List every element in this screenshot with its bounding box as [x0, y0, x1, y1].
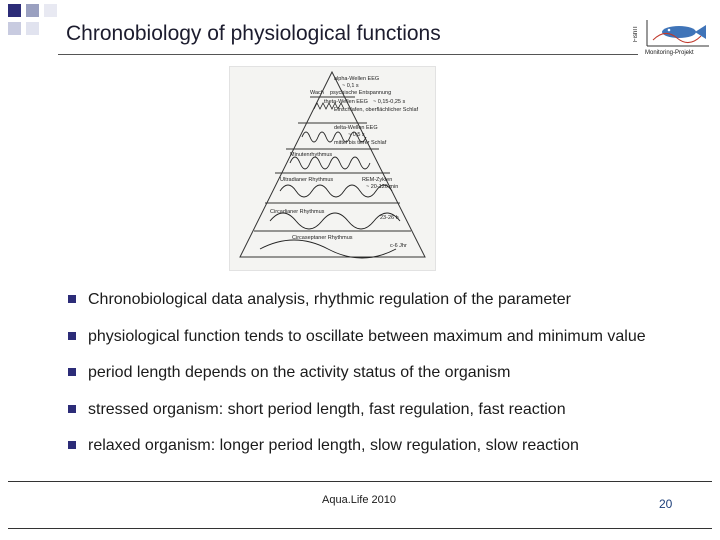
- bullet-item: [68, 363, 646, 400]
- bullet-item: [68, 327, 646, 364]
- band-label: Einschlafen, oberflächlicher Schlaf: [334, 107, 419, 113]
- footer-label: Aqua.Life 2010: [322, 494, 397, 506]
- fish-icon: [645, 18, 711, 48]
- band-label: Wach: [310, 90, 324, 96]
- band-label: 23-26 h: [380, 215, 399, 221]
- bullet-item: [68, 436, 646, 473]
- project-logo: [633, 14, 715, 60]
- square-bullet-icon: [68, 405, 76, 413]
- band-label: Minutenrhythmus: [290, 152, 333, 158]
- band-label: mittel bis tiefer Schlaf: [334, 140, 387, 146]
- band-label: Circadianer Rhythmus: [270, 209, 325, 215]
- band-label: ~ 0,5 s: [348, 132, 365, 138]
- chronobiology-pyramid-figure: [229, 66, 436, 271]
- bullet-item: [68, 290, 646, 327]
- page-number: 20: [659, 497, 673, 511]
- square-bullet-icon: [68, 295, 76, 303]
- square-bullet-icon: [68, 441, 76, 449]
- bullet-text: relaxed organism: longer period length, slow regulation, slow reaction: [88, 437, 579, 454]
- bullet-text: stressed organism: short period length, fast regulation, fast reaction: [88, 400, 566, 418]
- band-label: ~ 0,15-0,25 s: [373, 99, 406, 105]
- bullet-list: [68, 290, 646, 473]
- band-label: theta-Wellen EEG: [324, 99, 368, 105]
- pyramid-diagram: [230, 67, 435, 270]
- footer-top-divider: [8, 481, 712, 482]
- bullet-text: physiological function tends to oscillate between maximum and minimum value: [88, 327, 646, 345]
- band-label: psychische Entspannung: [330, 90, 392, 96]
- bullet-text: Chronobiological data analysis, rhythmic regulation of the parameter: [88, 291, 571, 308]
- bullet-text: period length depends on the activity status of the organism: [88, 364, 511, 381]
- square-bullet-icon: [68, 332, 76, 340]
- band-label: ~ 0,1 s: [342, 83, 359, 89]
- band-label: Circaseptaner Rhythmus: [292, 235, 353, 241]
- corner-decoration: [0, 0, 60, 60]
- logo-vertical-text: FishIT: [633, 25, 639, 43]
- bullet-item: [68, 400, 646, 437]
- logo-subtitle: Monitoring-Projekt: [645, 50, 694, 56]
- title-divider: [58, 54, 638, 55]
- band-label: alpha-Wellen EEG: [334, 76, 380, 82]
- slide-title: Chronobiology of physiological functions: [66, 22, 441, 45]
- square-bullet-icon: [68, 368, 76, 376]
- band-label: c-6 Jhr: [390, 243, 407, 249]
- band-label: ~ 20-120 min: [366, 184, 399, 190]
- footer-bottom-divider: [8, 528, 712, 529]
- band-label: delta-Wellen EEG: [334, 125, 378, 131]
- band-label: REM-Zyklen: [362, 177, 393, 183]
- band-label: Ultradianer Rhythmus: [280, 177, 334, 183]
